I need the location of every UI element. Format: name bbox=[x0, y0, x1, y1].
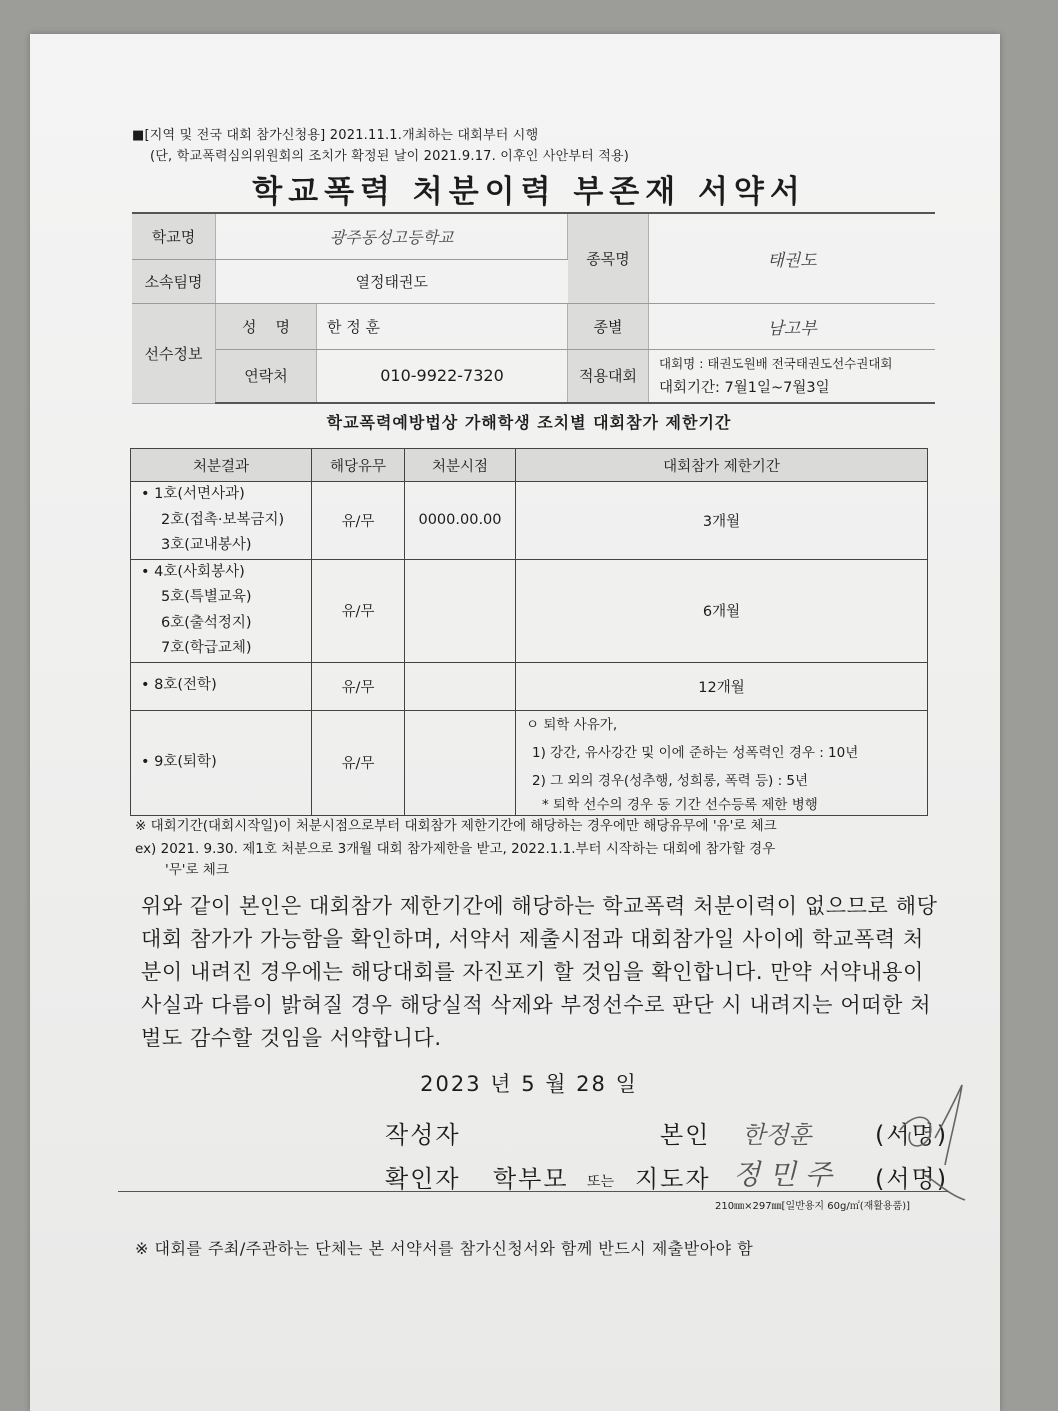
competition-name: 대회명 : 태권도원배 전국태권도선수권대회 bbox=[659, 355, 893, 371]
period-line: 1) 강간, 유사강간 및 이에 준하는 성폭력인 경우 : 10년 bbox=[532, 744, 859, 761]
event-label: 종목명 bbox=[568, 213, 649, 303]
parent-label: 학부모 bbox=[493, 1165, 569, 1193]
result-item: • 9호(퇴학) bbox=[131, 710, 312, 815]
applicable-cell: 유/무 bbox=[312, 662, 405, 710]
confirmer-label: 확인자 bbox=[385, 1165, 461, 1193]
result-item: • 4호(사회봉사) bbox=[141, 563, 245, 580]
applicable-cell: 유/무 bbox=[312, 482, 405, 560]
applicable-cell: 유/무 bbox=[312, 710, 405, 815]
note-example-2: '무'로 체크 bbox=[165, 862, 229, 878]
sign-mark-1: (서명) bbox=[875, 1121, 949, 1149]
period-cell: 3개월 bbox=[516, 482, 928, 560]
team-value: 열정태권도 bbox=[216, 259, 568, 303]
result-item: 3호(교내봉사) bbox=[161, 537, 252, 553]
result-item: 2호(접촉·보복금지) bbox=[161, 511, 285, 528]
period-line: * 퇴학 선수의 경우 동 기간 선수등록 제한 병행 bbox=[542, 796, 818, 813]
team-label: 소속팀명 bbox=[132, 259, 216, 303]
header-line-1: ■[지역 및 전국 대회 참가신청용] 2021.11.1.개최하는 대회부터 시행 bbox=[132, 128, 539, 143]
school-label: 학교명 bbox=[132, 213, 216, 259]
header-line-2: (단, 학교폭력심의위원회의 조치가 확정된 날이 2021.9.17. 이후인 사안부터 적용) bbox=[150, 149, 630, 164]
document-title: 학교폭력 처분이력 부존재 서약서 bbox=[252, 174, 806, 210]
header-period: 대회참가 제한기간 bbox=[516, 449, 928, 482]
signature-divider bbox=[118, 1191, 948, 1192]
period-cell: 12개월 bbox=[516, 662, 928, 710]
header-result: 처분결과 bbox=[131, 449, 312, 482]
result-item: 6호(출석정지) bbox=[161, 614, 252, 631]
name-label: 성 명 bbox=[216, 303, 317, 349]
applicable-cell: 유/무 bbox=[312, 559, 405, 662]
footer-note: ※ 대회를 주최/주관하는 단체는 본 서약서를 참가신청서와 함께 반드시 제출받아야 함 bbox=[135, 1239, 754, 1258]
or-label: 또는 bbox=[587, 1174, 615, 1190]
school-value: 광주동성고등학교 bbox=[216, 213, 568, 259]
date-cell: 0000.00.00 bbox=[405, 482, 516, 560]
period-line: ㅇ 퇴학 사유가, bbox=[526, 716, 618, 733]
pledge-paragraph: 위와 같이 본인은 대회참가 제한기간에 해당하는 학교폭력 처분이력이 없으므로 해당 대회 참가가 가능함을 확인하며, 서약서 제출시점과 대회참가일 사이에 학교폭력 처분이 내려진 경우에는 해당대회를 자진포기 할 것임을 확인합니다. 만약 서약내용이 사실과 다름이 밝혀질 경우 해당실적 삭제와 부정선수로 판단 시 내려지는 어떠한 처벌도 감수할 것임을 서약합니다. bbox=[141, 894, 938, 1050]
header-applicable: 해당유무 bbox=[312, 449, 405, 482]
period-cell: 6개월 bbox=[516, 559, 928, 662]
category-label: 종별 bbox=[568, 303, 649, 349]
category-value: 남고부 bbox=[649, 303, 936, 349]
sign-mark-2: (서명) bbox=[875, 1165, 949, 1193]
player-info-label: 선수정보 bbox=[132, 303, 216, 403]
restriction-title: 학교폭력예방법상 가해학생 조치별 대회참가 제한기간 bbox=[326, 413, 732, 432]
note-1: ※ 대회기간(대회시작일)이 처분시점으로부터 대회참가 제한기간에 해당하는 경우에만 해당유무에 '유'로 체크 bbox=[135, 818, 777, 834]
self-signature: 한정훈 bbox=[742, 1121, 812, 1149]
period-line: 2) 그 외의 경우(성추행, 성희롱, 폭력 등) : 5년 bbox=[532, 772, 809, 789]
self-label: 본인 bbox=[660, 1121, 711, 1149]
coach-label: 지도자 bbox=[635, 1165, 711, 1193]
event-value: 태권도 bbox=[649, 213, 936, 303]
contact-value: 010-9922-7320 bbox=[317, 349, 568, 403]
result-item: • 1호(서면사과) bbox=[141, 486, 245, 502]
result-item: 5호(특별교육) bbox=[161, 589, 252, 605]
result-item: 7호(학급교체) bbox=[161, 640, 252, 656]
name-value: 한 정 훈 bbox=[317, 303, 568, 349]
writer-label: 작성자 bbox=[385, 1121, 461, 1149]
competition-label: 적용대회 bbox=[568, 349, 649, 403]
note-example-1: ex) 2021. 9.30. 제1호 처분으로 3개월 대회 참가제한을 받고, 2022.1.1.부터 시작하는 대회에 참가할 경우 bbox=[135, 841, 776, 857]
header-date: 처분시점 bbox=[405, 449, 516, 482]
competition-period: 대회기간: 7월1일~7월3일 bbox=[659, 379, 830, 396]
contact-label: 연락처 bbox=[216, 349, 317, 403]
paper-spec: 210㎜×297㎜[일반용지 60g/㎡(재활용품)] bbox=[715, 1201, 911, 1212]
result-item: • 8호(전학) bbox=[131, 662, 312, 710]
coach-signature: 정 민 주 bbox=[733, 1158, 832, 1191]
pledge-date: 2023 년 5 월 28 일 bbox=[420, 1072, 638, 1096]
